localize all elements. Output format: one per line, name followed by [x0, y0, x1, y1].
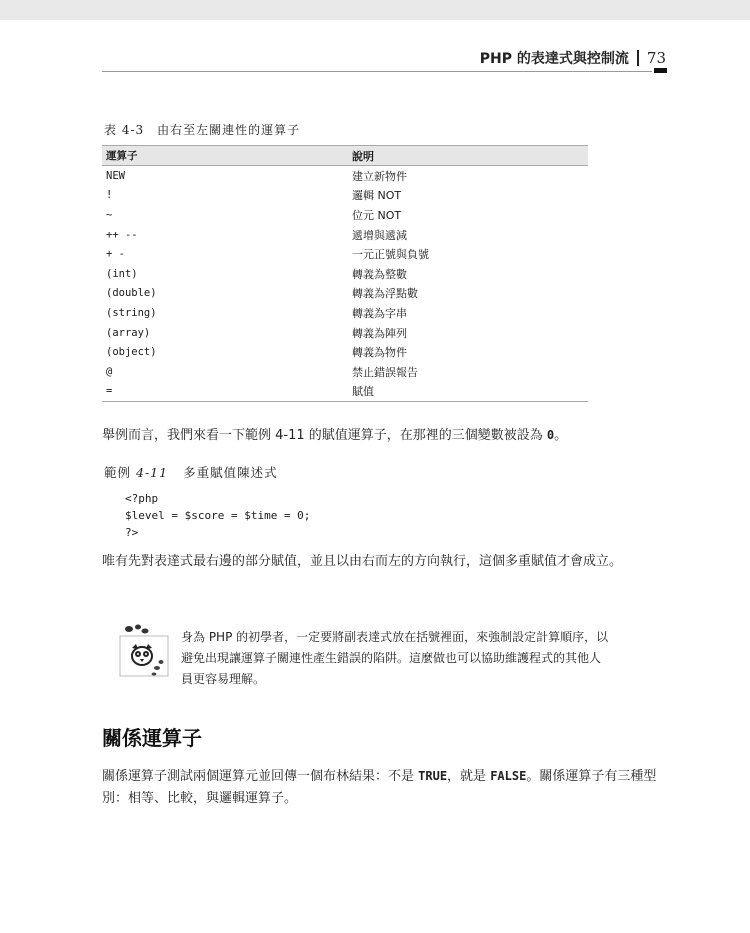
- example-number: 4-11: [136, 465, 169, 480]
- paragraph-end: 。: [554, 428, 568, 443]
- operator-table: [102, 145, 588, 402]
- table-header-row: [102, 146, 588, 166]
- true-keyword: TRUE: [418, 769, 448, 783]
- table-row: [102, 323, 588, 343]
- paragraph-example-intro: [102, 424, 672, 447]
- description-cell: 轉義為浮點數: [352, 287, 418, 301]
- description-cell: 轉義為整數: [352, 267, 407, 281]
- column-header-description: 說明: [348, 146, 588, 166]
- table-row: [102, 284, 588, 304]
- paragraph-multi-assign: 唯有先對表達式最右邊的部分賦值，並且以由右而左的方向執行，這個多重賦值才會成立。: [102, 554, 623, 569]
- description-cell: 邏輯 NOT: [352, 189, 402, 203]
- operator-cell: NEW: [106, 169, 125, 182]
- paragraph-text: ，就是: [447, 769, 491, 784]
- header-separator: [637, 50, 639, 66]
- running-header: [480, 48, 666, 68]
- false-keyword: FALSE: [490, 769, 527, 783]
- table-row: [102, 342, 588, 362]
- example-caption: [104, 463, 278, 481]
- operator-cell: !: [106, 189, 113, 202]
- operator-cell: ~: [106, 208, 113, 221]
- paragraph-text: 。關係運算子有三種型別：相等、比較，與邏輯運算子。: [102, 769, 657, 806]
- header-rule: [102, 71, 652, 72]
- running-header-title: PHP 的表達式與控制流: [479, 51, 629, 67]
- description-cell: 遞增與遞減: [352, 228, 407, 242]
- section-heading: 關係運算子: [102, 726, 202, 750]
- column-header-operator: 運算子: [102, 146, 348, 166]
- operator-cell: (array): [106, 326, 151, 339]
- operator-cell: (double): [106, 287, 157, 300]
- description-cell: 禁止錯誤報告: [352, 365, 418, 379]
- table-row: [102, 362, 588, 382]
- operator-cell: + -: [106, 248, 125, 261]
- description-cell: 一元正號與負號: [352, 248, 429, 262]
- description-cell: 轉義為陣列: [352, 326, 407, 340]
- operator-cell: (string): [106, 306, 157, 319]
- table-row: [102, 382, 588, 402]
- page-number: 73: [646, 49, 666, 67]
- paragraph-text: 關係運算子測試兩個運算元並回傳一個布林結果：不是: [102, 769, 419, 784]
- description-cell: 賦值: [348, 382, 588, 402]
- tip-owl-icon: [118, 622, 170, 678]
- table-row: [102, 166, 588, 186]
- table-row: [102, 264, 588, 284]
- table-row: [102, 205, 588, 225]
- table-row: [102, 303, 588, 323]
- code-block: <?php $level = $score = $time = 0; ?>: [125, 492, 311, 539]
- description-cell: 位元 NOT: [352, 208, 402, 222]
- description-cell: 建立新物件: [352, 169, 407, 183]
- operator-cell: ++ --: [106, 228, 138, 241]
- table-caption: 表 4-3 由右至左關連性的運算子: [104, 123, 301, 137]
- operator-cell: (object): [106, 346, 157, 359]
- operator-cell: (int): [106, 267, 138, 280]
- example-label: 範例: [104, 465, 132, 480]
- table-row: [102, 225, 588, 245]
- header-thumb-mark: [654, 68, 667, 73]
- paragraph-relational-operators: [102, 765, 672, 810]
- table-row: [102, 186, 588, 206]
- description-cell: 轉義為物件: [352, 346, 407, 360]
- operator-cell: =: [102, 382, 348, 402]
- top-margin-bar: [0, 0, 750, 20]
- inline-code: 0: [546, 428, 555, 442]
- tip-text: 身為 PHP 的初學者，一定要將副表達式放在括號裡面，來強制設定計算順序，以避免出現讓運算子關連性產生錯誤的陷阱。這麼做也可以協助維護程式的其他人員更容易理解。: [181, 630, 609, 686]
- table-row: [102, 244, 588, 264]
- paragraph-text: 舉例而言，我們來看一下範例 4-11 的賦值運算子，在那裡的三個變數被設為: [102, 428, 547, 443]
- example-title: 多重賦值陳述式: [183, 465, 278, 480]
- description-cell: 轉義為字串: [352, 306, 407, 320]
- operator-cell: @: [106, 365, 113, 378]
